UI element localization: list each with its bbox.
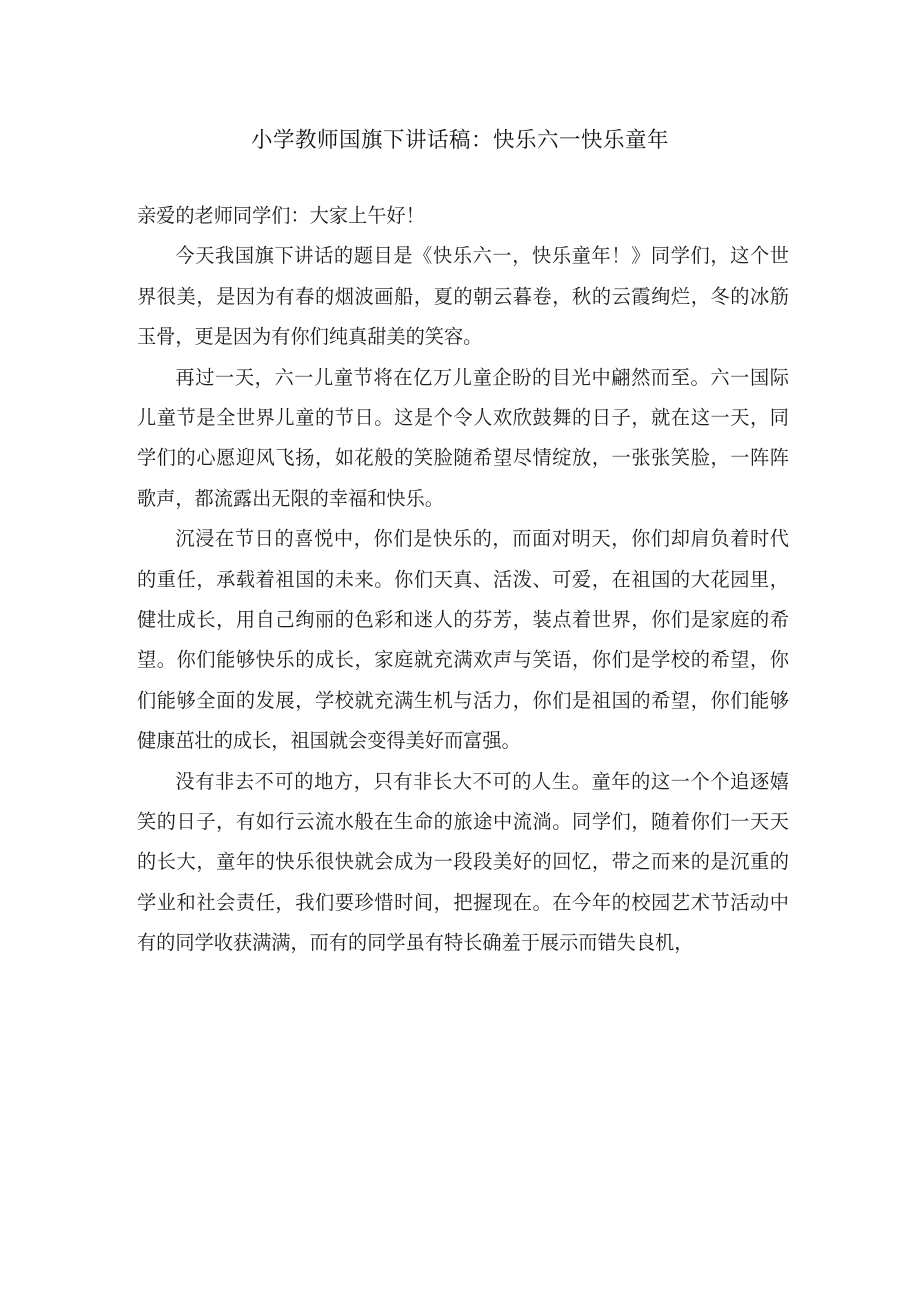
paragraph-2: 再过一天，六一儿童节将在亿万儿童企盼的目光中翩然而至。六一国际儿童节是全世界儿童的节日。这是个令人欢欣鼓舞的日子，就在这一天，同学们的心愿迎风飞扬，如花般的笑脸随希望尽情绽放，一张张笑脸，一阵阵歌声，都流露出无限的幸福和快乐。: [137, 365, 789, 510]
paragraph-1: 今天我国旗下讲话的题目是《快乐六一，快乐童年！》同学们，这个世界很美，是因为有春的烟波画船，夏的朝云暮卷，秋的云霞绚烂，冬的冰筋玉骨，更是因为有你们纯真甜美的笑容。: [137, 244, 789, 349]
document-body: [137, 196, 789, 964]
paragraph-4: 没有非去不可的地方，只有非长大不可的人生。童年的这一个个追逐嬉笑的日子，有如行云流水般在生命的旅途中流淌。同学们，随着你们一天天的长大，童年的快乐很快就会成为一段段美好的回忆，带之而来的是沉重的学业和社会责任，我们要珍惜时间，把握现在。在今年的校园艺术节活动中有的同学收获满满，而有的同学虽有特长确羞于展示而错失良机，: [137, 769, 789, 955]
greeting: 亲爱的老师同学们：大家上午好！: [137, 204, 425, 227]
document-title: 小学教师国旗下讲话稿：快乐六一快乐童年: [250, 128, 669, 153]
paragraph-3: 沉浸在节日的喜悦中，你们是快乐的，而面对明天，你们却肩负着时代的重任，承载着祖国的未来。你们天真、活泼、可爱，在祖国的大花园里，健壮成长，用自己绚丽的色彩和迷人的芬芳，装点着世界，你们是家庭的希望。你们能够快乐的成长，家庭就充满欢声与笑语，你们是学校的希望，你们能够全面的发展，学校就充满生机与活力，你们是祖国的希望，你们能够健康茁壮的成长，祖国就会变得美好而富强。: [137, 527, 789, 753]
